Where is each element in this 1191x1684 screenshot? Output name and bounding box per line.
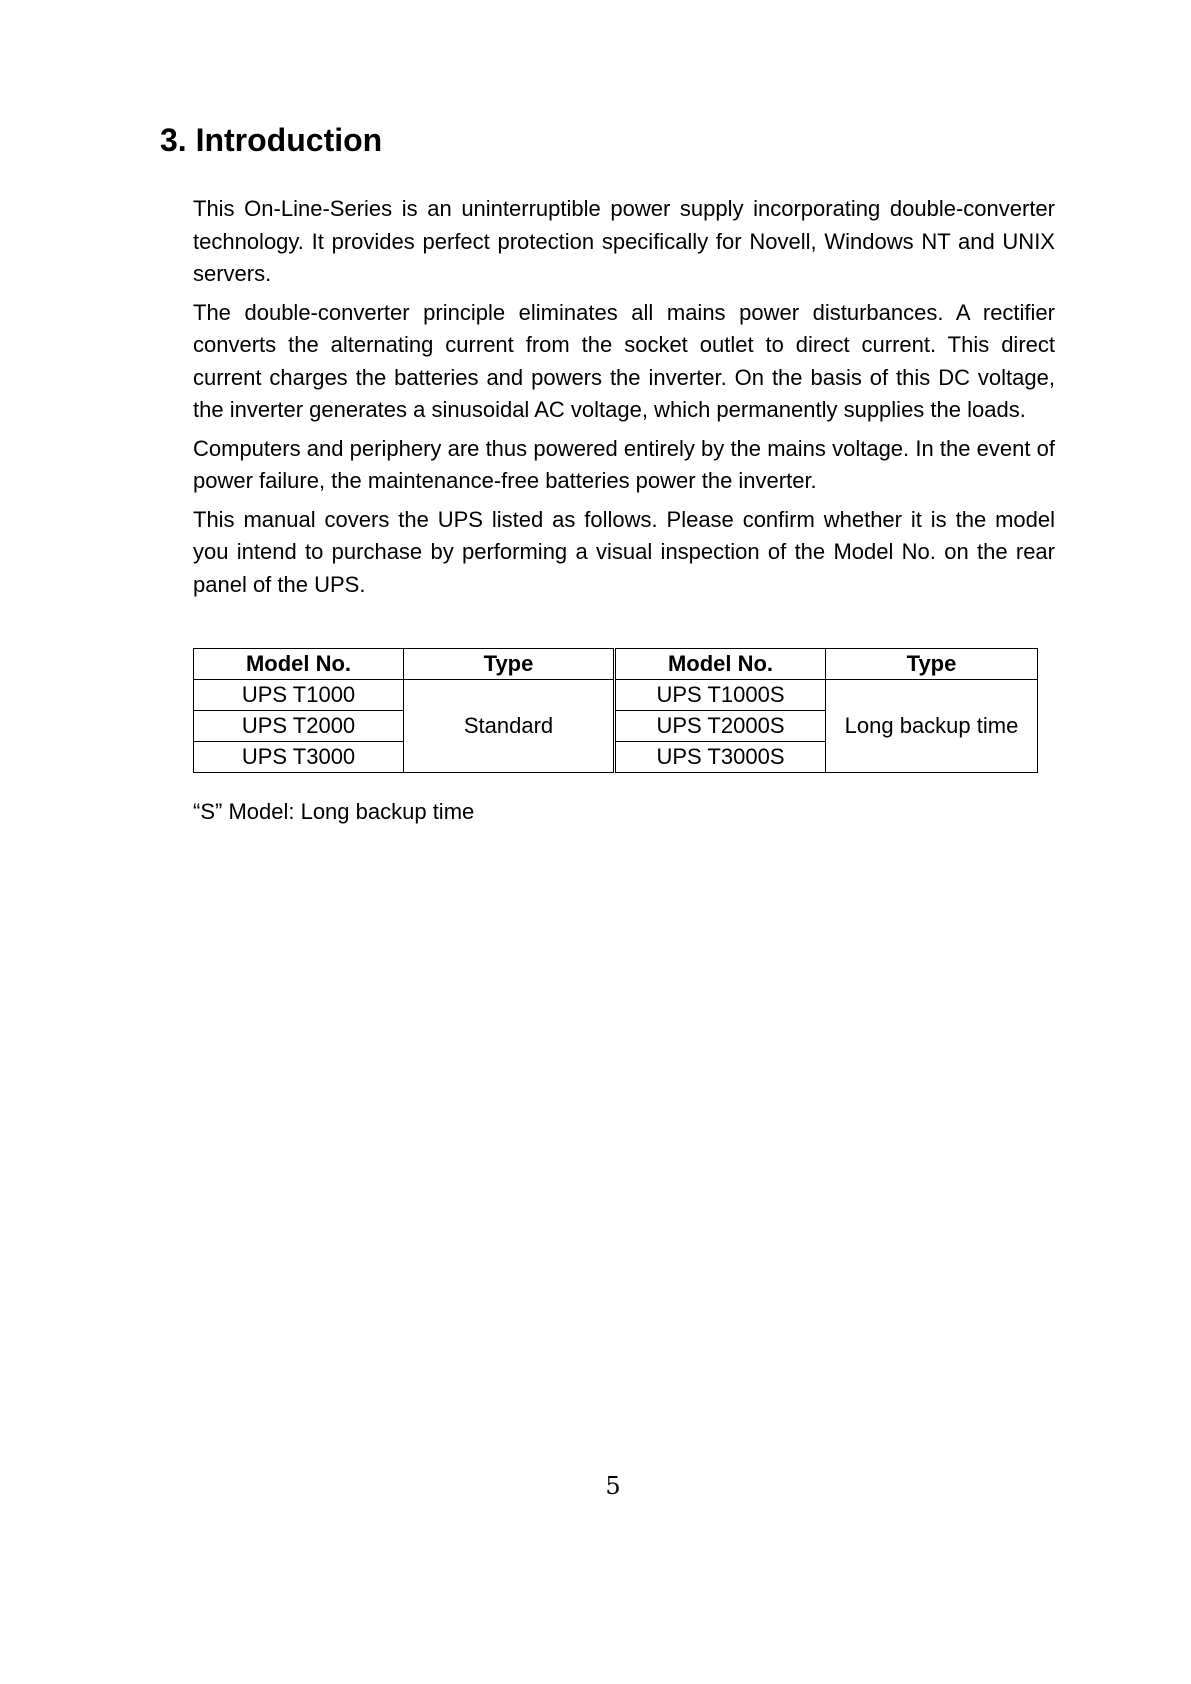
- paragraph-power-source: Computers and periphery are thus powered entirely by the mains voltage. In the event of power failure, the maintenance-free batteries power the inverter.: [193, 435, 1055, 493]
- table-row: [194, 680, 1038, 711]
- type-long-backup-cell: Long backup time: [826, 680, 1038, 773]
- type-standard-cell: Standard: [404, 680, 615, 773]
- paragraph-model-check: This manual covers the UPS listed as follows. Please confirm whether it is the model you intend to purchase by performing a visual inspection of the Model No. on the rear panel of the UPS.: [193, 506, 1055, 597]
- header-model-no: Model No.: [194, 649, 404, 680]
- model-table: [193, 648, 1038, 773]
- section-heading: 3. Introduction: [160, 122, 383, 158]
- model-cell: UPS T3000S: [615, 742, 826, 773]
- model-cell: UPS T2000S: [615, 711, 826, 742]
- header-type-s: Type: [826, 649, 1038, 680]
- model-cell: UPS T2000: [194, 711, 404, 742]
- table-header-row: [194, 649, 1038, 680]
- introduction-body: [193, 193, 1055, 607]
- header-model-no-s: Model No.: [615, 649, 826, 680]
- paragraph-overview: This On-Line-Series is an uninterruptible power supply incorporating double-converter technology. It provides perfect protection specifically for Novell, Windows NT and UNIX servers.: [193, 196, 1055, 286]
- header-type: Type: [404, 649, 615, 680]
- model-cell: UPS T1000S: [615, 680, 826, 711]
- model-note: “S” Model: Long backup time: [193, 799, 475, 824]
- model-cell: UPS T1000: [194, 680, 404, 711]
- paragraph-double-converter: The double-converter principle eliminates all mains power disturbances. A rectifier converts the alternating current from the socket outlet to direct current. This direct current charges the batteries and powers the inverter. On the basis of this DC voltage, the inverter generates a sinusoidal AC voltage, which permanently supplies the loads.: [193, 299, 1055, 422]
- model-cell: UPS T3000: [194, 742, 404, 773]
- model-table-container: [193, 648, 1038, 773]
- page-number: 5: [605, 1472, 621, 1500]
